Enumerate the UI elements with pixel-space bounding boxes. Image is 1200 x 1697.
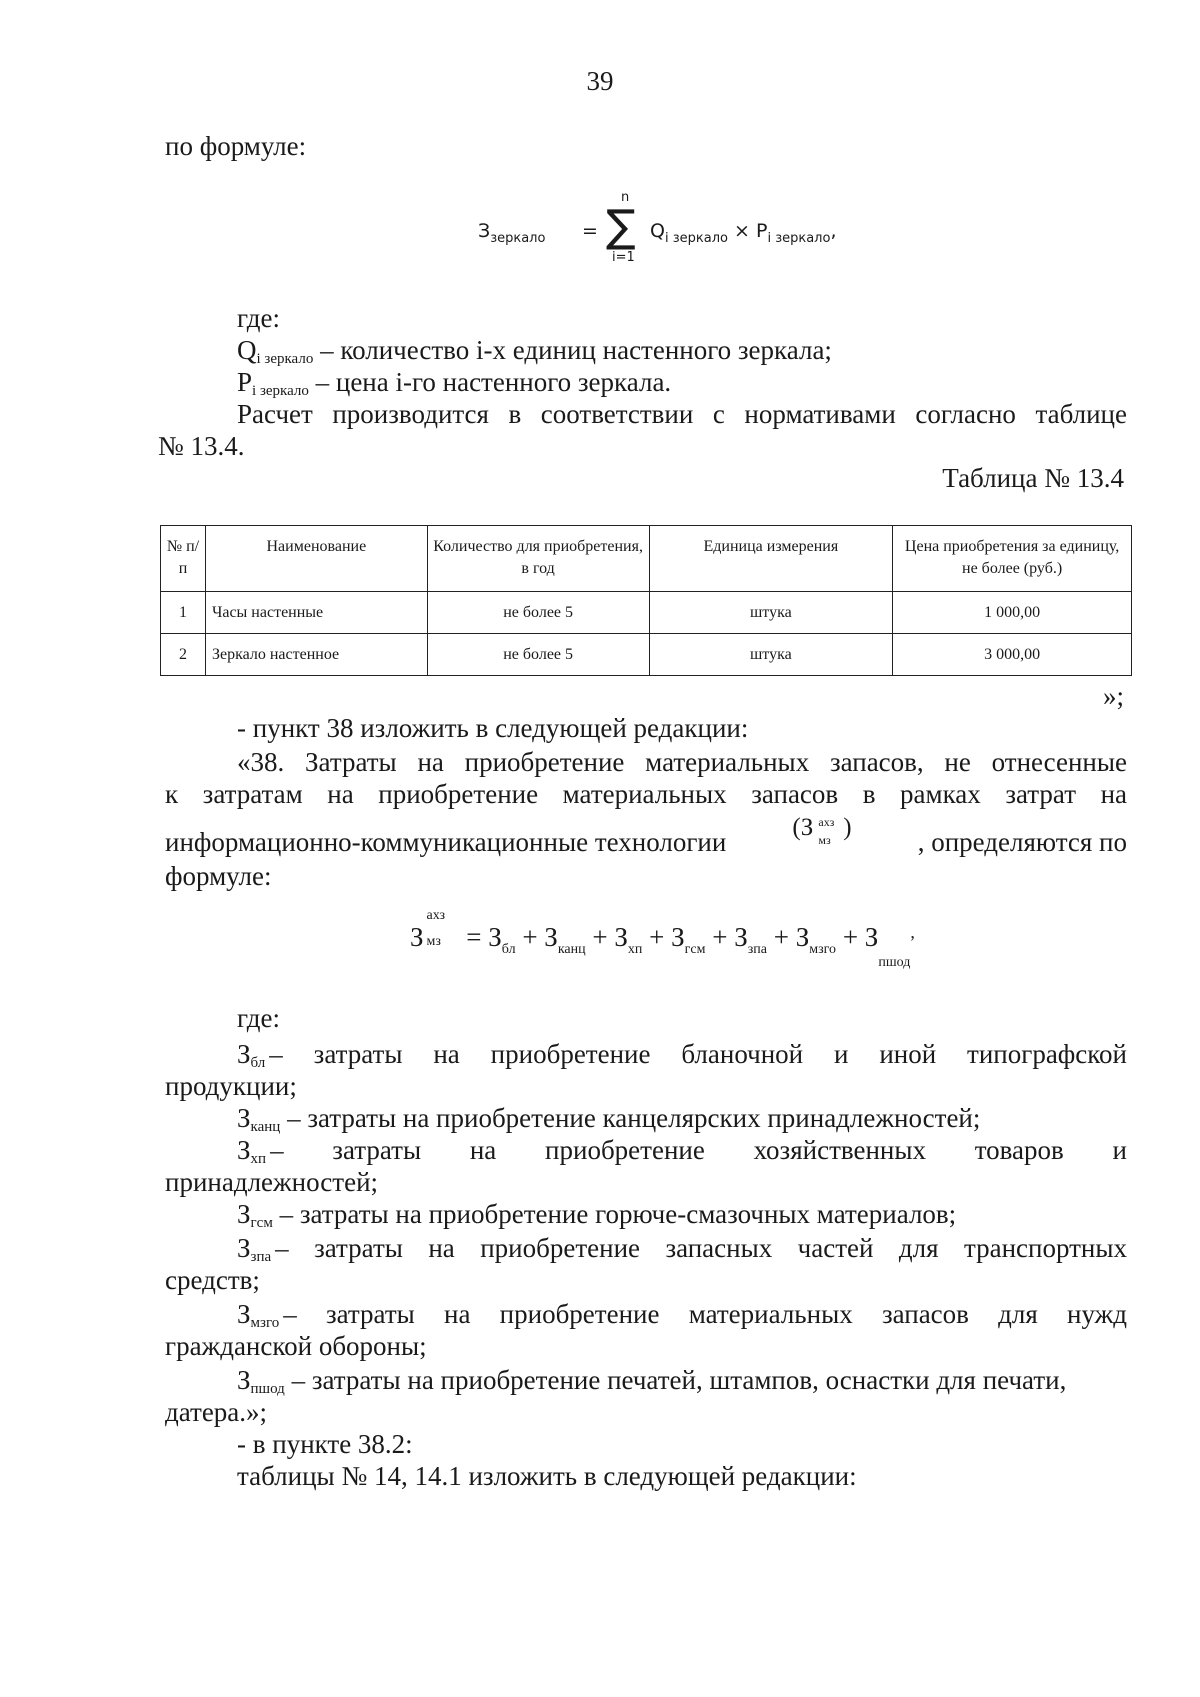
item38-line-3-text: информационно-коммуникационные технологии <box>165 827 727 857</box>
item38-line-2: к затратам на приобретение материальных запасов в рамках затрат на <box>165 779 1127 809</box>
formula2-comma: , <box>910 922 915 942</box>
row-name: Часы настенные <box>205 592 427 634</box>
definition-hp: $З_{хп}$ – затраты на приобретение хозяйственных товаров и <box>237 1135 1127 1167</box>
row-num: 2 <box>161 634 206 676</box>
formula2-term: + $З_{мзго}$ <box>767 922 837 957</box>
definition-zpa: $З_{зпа}$ – затраты на приобретение запасных частей для транспортных <box>237 1233 1127 1265</box>
calc-line-2: № 13.4. <box>158 431 245 461</box>
formula2-term: + $З_{зпа}$ <box>705 922 767 957</box>
where-label: где: <box>237 303 280 333</box>
where2-label: где: <box>237 1003 280 1033</box>
header-unit: Единица измерения <box>649 526 893 592</box>
materials-cost-formula <box>410 908 915 971</box>
table-row <box>161 592 1132 634</box>
item38-intro: - пункт 38 изложить в следующей редакции: <box>237 713 749 743</box>
header-price: Цена приобретения за единицу, не более (руб.) <box>893 526 1132 592</box>
item38-line-3-tail: , определяются по <box>917 827 1127 857</box>
table-header-row <box>161 526 1132 592</box>
row-qty: не более 5 <box>427 634 649 676</box>
definition-pshod: $З_{пшод}$ – затраты на приобретение печатей, штампов, оснастки для печати, <box>237 1365 1067 1397</box>
by-formula-text: по формуле: <box>165 131 307 161</box>
definition-zpa-cont: средств; <box>165 1265 260 1295</box>
p-definition: $P_{i зеркало}$ – цена i-го настенного зеркала. <box>237 367 672 399</box>
header-qty: Количество для приобретения, в год <box>427 526 649 592</box>
header-num: № п/п <box>161 526 206 592</box>
calc-line-1: Расчет производится в соответствии с нормативами согласно таблице <box>237 399 1127 429</box>
definition-pshod-cont: датера.»; <box>165 1397 268 1427</box>
norms-table <box>160 525 1132 676</box>
sum-sign: ∑ <box>606 201 636 252</box>
formula2-term: + $З_{хп}$ <box>585 922 643 957</box>
row-qty: не более 5 <box>427 592 649 634</box>
definition-bl-cont: продукции; <box>165 1071 297 1101</box>
row-name: Зеркало настенное <box>205 634 427 676</box>
sum-upper-limit: n <box>621 190 630 205</box>
row-num: 1 <box>161 592 206 634</box>
ahz-symbol: (З ) ахз мз <box>792 814 852 847</box>
row-unit: штука <box>649 592 893 634</box>
mirror-cost-formula <box>478 190 838 270</box>
row-unit: штука <box>649 634 893 676</box>
formula-lhs: $З_{зеркало}$ <box>478 220 546 246</box>
item38-line-4: формуле: <box>165 861 272 891</box>
formula-rhs: $Q_{i зеркало} \times P_{i зеркало}$, <box>650 220 837 246</box>
definition-gsm: $З_{гсм}$ – затраты на приобретение горюче-смазочных материалов; <box>237 1199 957 1231</box>
definition-mzgo-cont: гражданской обороны; <box>165 1331 427 1361</box>
item38-line-3 <box>165 814 1127 858</box>
formula2-lhs: З ахз мз <box>410 908 446 952</box>
row-price: 3 000,00 <box>893 634 1132 676</box>
item-38-2-text: - в пункте 38.2: <box>237 1429 413 1459</box>
formula-equals: = <box>582 220 598 242</box>
formula2-term: + $З_{канц}$ <box>515 922 586 957</box>
tables-14-text: таблицы № 14, 14.1 изложить в следующей редакции: <box>237 1461 857 1491</box>
page-number: 39 <box>586 66 614 96</box>
table-closing-quote: »; <box>1102 681 1124 711</box>
definition-kanc: $З_{канц}$ – затраты на приобретение канцелярских принадлежностей; <box>237 1103 981 1135</box>
table-row <box>161 634 1132 676</box>
definition-bl: $З_{бл}$ – затраты на приобретение бланочной и иной типографской <box>237 1039 1127 1071</box>
formula2-term: + $З_{гсм}$ <box>642 922 706 957</box>
table-caption: Таблица № 13.4 <box>942 463 1124 493</box>
q-definition: $Q_{i зеркало}$ – количество i-х единиц настенного зеркала; <box>237 335 832 367</box>
item38-line-1: «38. Затраты на приобретение материальных запасов, не отнесенные <box>237 747 1127 777</box>
formula2-term: + $З_{пшод}$ <box>836 922 911 970</box>
header-name: Наименование <box>205 526 427 592</box>
row-price: 1 000,00 <box>893 592 1132 634</box>
formula2-term: = $З_{бл}$ <box>459 922 516 957</box>
sum-lower-limit: i=1 <box>612 250 635 265</box>
definition-mzgo: $З_{мзго}$ – затраты на приобретение материальных запасов для нужд <box>237 1299 1127 1331</box>
definition-hp-cont: принадлежностей; <box>165 1167 379 1197</box>
